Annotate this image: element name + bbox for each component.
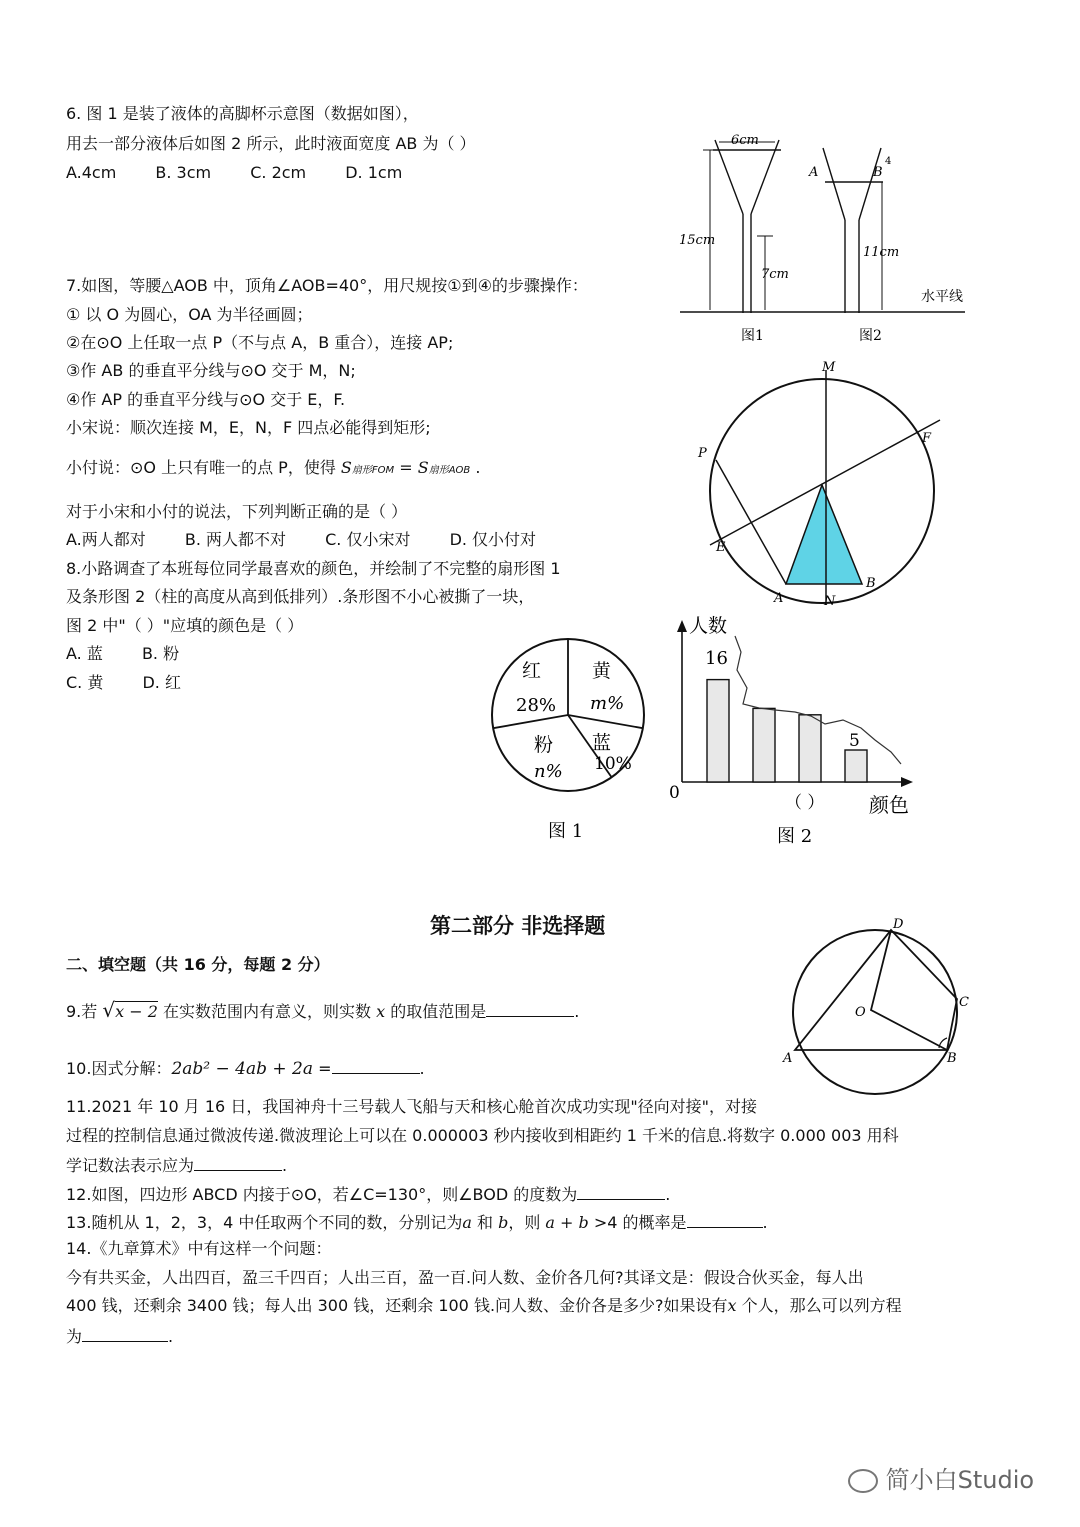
q7-fu-prefix: 小付说：⊙O 上只有唯一的点 P，使得	[66, 458, 336, 477]
q7-step4: ④作 AP 的垂直平分线与⊙O 交于 E，F.	[66, 390, 346, 409]
q12-end: .	[665, 1185, 671, 1204]
pie-divider-3	[493, 715, 568, 728]
q9-end: .	[574, 1002, 580, 1021]
bar-1	[753, 708, 775, 782]
q8-option-a: A. 蓝	[66, 644, 103, 663]
q11-answer-blank[interactable]	[194, 1154, 282, 1171]
q14-line1: 14.《九章算术》中有这样一个问题：	[66, 1239, 332, 1258]
label-a: A	[774, 591, 784, 606]
q6-options	[66, 163, 436, 183]
goblet1-right-wall	[751, 140, 779, 214]
watermark	[848, 1460, 1034, 1495]
label-a: A	[783, 1051, 793, 1066]
part2-title: 第二部分 非选择题	[430, 914, 606, 938]
bar-y-arrow	[677, 620, 687, 632]
label-b: B	[873, 165, 883, 180]
wechat-icon	[848, 1469, 878, 1493]
q7-option-c: C. 仅小宋对	[325, 530, 411, 549]
label-fig1: 图1	[741, 328, 764, 344]
q10-expr: 2ab² − 4ab + 2a	[171, 1059, 313, 1079]
q14-answer-blank[interactable]	[82, 1325, 168, 1342]
q11-line1: 11.2021 年 10 月 16 日，我国神舟十三号载人飞船与天和核心舱首次成功实现"径向对接"，对接	[66, 1097, 758, 1116]
q6-option-b: B. 3cm	[155, 163, 212, 182]
q7-option-a: A.两人都对	[66, 530, 146, 549]
q13-b: b	[498, 1213, 509, 1232]
q11-line3-text: 学记数法表示应为	[66, 1156, 195, 1175]
part2-section: 二、填空题（共 16 分，每题 2 分）	[66, 955, 330, 974]
goblet2-left-wall	[823, 148, 845, 220]
bar-value-last: 5	[849, 731, 860, 751]
pie-label-pink: 粉	[534, 734, 554, 756]
q9-prefix: 9.若	[66, 1002, 103, 1021]
q9-var: x	[376, 1002, 386, 1021]
q7-fu-sub2: 扇形AOB	[428, 465, 471, 476]
label-15cm: 15cm	[679, 233, 716, 248]
q6-line2: 用去一部分液体后如图 2 所示，此时液面宽度 AB 为（ ）	[66, 134, 476, 153]
pie-label-red: 红	[522, 660, 542, 682]
label-f: F	[922, 431, 932, 446]
q13	[66, 1211, 768, 1233]
q10-prefix: 10.因式分解：	[66, 1059, 172, 1078]
pie-caption: 图 1	[548, 821, 584, 842]
q9-suffix: 的取值范围是	[385, 1002, 487, 1021]
q9-expr: x − 2	[115, 1002, 158, 1021]
q8-line1: 8.小路调查了本班每位同学最喜欢的颜色，并绘制了不完整的扇形图 1	[66, 559, 561, 578]
q8-option-c: C. 黄	[66, 673, 104, 692]
bar-origin: 0	[669, 783, 680, 803]
q7-step3: ③作 AB 的垂直平分线与⊙O 交于 M，N;	[66, 361, 356, 380]
q9-answer-blank[interactable]	[486, 1000, 574, 1017]
q7-question: 对于小宋和小付的说法，下列判断正确的是（ ）	[66, 502, 408, 521]
label-horizon: 水平线	[921, 289, 963, 305]
circle-construction-figure	[690, 355, 960, 615]
q8-option-d: D. 红	[142, 673, 181, 692]
q14-line4-text: 为	[66, 1327, 83, 1346]
pie-value-yellow: m%	[590, 693, 625, 714]
pie-label-blue: 蓝	[592, 732, 612, 754]
q7-step1: ① 以 O 为圆心，OA 为半径画圆；	[66, 305, 313, 324]
q9	[66, 1000, 579, 1022]
pie-chart	[488, 625, 668, 850]
pie-label-yellow: 黄	[592, 660, 612, 682]
watermark-text: 简小白Studio	[885, 1466, 1035, 1494]
label-e: E	[716, 540, 726, 555]
label-b: B	[866, 576, 876, 591]
label-7cm: 7cm	[761, 267, 789, 282]
label-a: A	[809, 165, 819, 180]
goblet1-left-wall	[715, 140, 743, 214]
bar-caption: 图 2	[777, 826, 813, 847]
q6-option-d: D. 1cm	[345, 163, 403, 182]
q6-line1: 6. 图 1 是装了液体的高脚杯示意图（数据如图），	[66, 104, 419, 123]
q10-answer-blank[interactable]	[332, 1057, 420, 1074]
q8-options-row1	[66, 644, 213, 664]
q8-option-b: B. 粉	[141, 644, 180, 663]
bar-chart	[665, 612, 935, 852]
q10-end: .	[419, 1059, 425, 1078]
label-m: M	[822, 360, 836, 375]
q7-options	[66, 530, 570, 550]
q13-answer-blank[interactable]	[687, 1211, 763, 1228]
bar-x-arrow	[901, 777, 913, 787]
goblet2-right-wall	[859, 148, 881, 220]
pie-value-blue: 10%	[594, 754, 632, 774]
q12-answer-blank[interactable]	[577, 1183, 665, 1200]
q11-line3	[66, 1154, 287, 1176]
q7-song: 小宋说：顺次连接 M，E，N，F 四点必能得到矩形;	[66, 418, 431, 437]
q14-line4	[66, 1325, 173, 1347]
label-p: P	[698, 446, 707, 461]
label-11cm: 11cm	[863, 245, 900, 260]
label-n: N	[824, 594, 836, 609]
q6-option-a: A.4cm	[66, 163, 117, 182]
label-o: O	[855, 1005, 866, 1020]
q14-line3	[66, 1296, 902, 1316]
bar-2	[799, 715, 821, 782]
bars	[707, 680, 867, 782]
bar-3	[845, 750, 867, 782]
q8-line3: 图 2 中"（ ）"应填的颜色是（ ）	[66, 616, 304, 635]
q7-fu-suffix: .	[475, 458, 481, 477]
q14-line2: 今有共买金，人出四百，盈三千四百；人出三百，盈一百.问人数、金价各几何?其译文是：假设合伙买金，每人出	[66, 1268, 864, 1287]
q10-eq: =	[313, 1059, 332, 1078]
q7-fu: 小付说：⊙O 上只有唯一的点 P，使得 S扇形FOM = S扇形AOB .	[66, 458, 481, 477]
line-ap	[716, 460, 786, 584]
q13-mid: ，则	[508, 1213, 546, 1232]
label-4: 4	[885, 156, 892, 167]
q7-fu-sub1: 扇形FOM	[351, 465, 395, 476]
bar-xlabel: 颜色	[869, 793, 909, 817]
q14-line3-prefix: 400 钱，还剩余 3400 钱；每人出 300 钱，还剩余 100 钱.问人数、金价各是多少?如果设有	[66, 1296, 728, 1315]
label-6cm: 6cm	[731, 133, 759, 148]
q10	[66, 1057, 425, 1079]
q7-intro: 7.如图，等腰△AOB 中，顶角∠AOB=40°，用尺规按①到④的步骤操作：	[66, 276, 588, 295]
bar-blank-category: （ ）	[785, 793, 825, 813]
q13-end: .	[762, 1213, 768, 1232]
q13-a: a	[462, 1213, 472, 1232]
bar-ylabel: 人数	[689, 615, 728, 637]
q9-mid: 在实数范围内有意义，则实数	[157, 1002, 377, 1021]
label-b: B	[947, 1051, 957, 1066]
goblet-figure	[675, 128, 975, 348]
inscribed-quad-figure	[775, 910, 990, 1100]
q7-step2: ②在⊙O 上任取一点 P（不与点 A，B 重合），连接 AP;	[66, 333, 454, 352]
q13-and: 和	[471, 1213, 499, 1232]
q7-option-b: B. 两人都不对	[184, 530, 287, 549]
q11-line2: 过程的控制信息通过微波传递.微波理论上可以在 0.000003 秒内接收到相距约 1 千米的信息.将数字 0.000 003 用科	[66, 1126, 899, 1145]
q8-options-row2	[66, 673, 215, 693]
q13-prefix: 13.随机从 1，2，3，4 中任取两个不同的数，分别记为	[66, 1213, 463, 1232]
q12-text: 12.如图，四边形 ABCD 内接于⊙O，若∠C=130°，则∠BOD 的度数为	[66, 1185, 578, 1204]
bar-value-top: 16	[705, 648, 728, 669]
pie-value-red: 28%	[516, 695, 557, 716]
q13-expr: a + b	[545, 1213, 589, 1232]
label-fig2: 图2	[859, 328, 882, 344]
triangle-aob	[786, 485, 862, 584]
q13-tail: >4 的概率是	[588, 1213, 687, 1232]
q14-line3-suffix: 个人，那么可以列方程	[736, 1296, 902, 1315]
bar-0	[707, 680, 729, 782]
q6-option-c: C. 2cm	[250, 163, 307, 182]
q14-end: .	[168, 1327, 174, 1346]
q11-end: .	[282, 1156, 288, 1175]
q14-var: x	[727, 1296, 737, 1315]
sqrt-symbol: √	[102, 998, 116, 1022]
pie-value-pink: n%	[534, 761, 563, 782]
q8-line2: 及条形图 2（柱的高度从高到低排列）.条形图不小心被撕了一块，	[66, 587, 535, 606]
label-c: C	[959, 995, 969, 1010]
pie-divider-1	[568, 715, 643, 728]
label-d: D	[893, 917, 904, 932]
q7-option-d: D. 仅小付对	[449, 530, 537, 549]
q12	[66, 1183, 670, 1205]
